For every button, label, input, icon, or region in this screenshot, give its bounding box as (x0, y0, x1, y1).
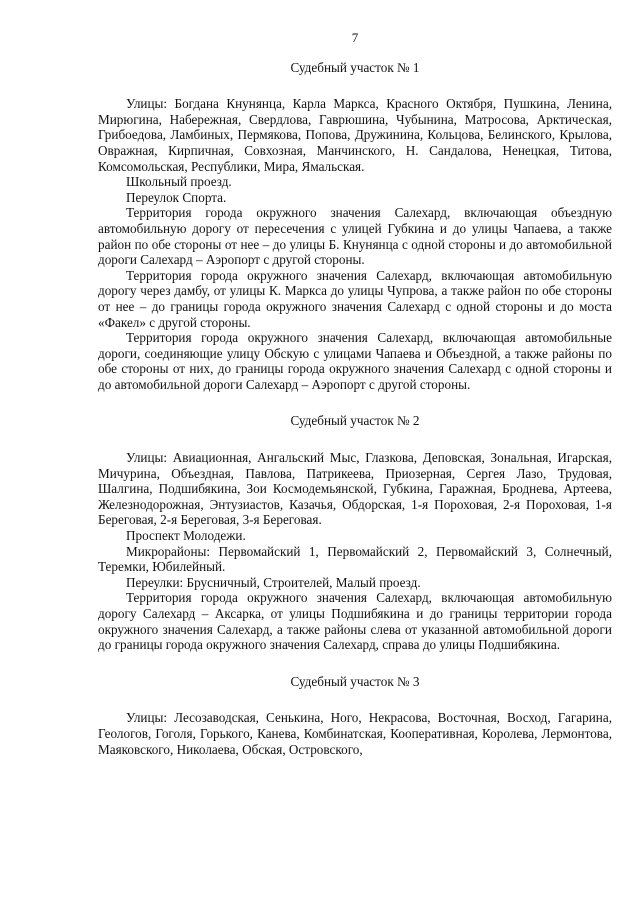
section-title-1: Судебный участок № 1 (290, 59, 420, 75)
section-2-paragraph: Улицы: Авиационная, Ангальский Мыс, Глазкова, Деповская, Зональная, Игарская, Мичурина, Объездная, Павлова, Патрикеева, Приозерная, Сергея Лазо, Трудовая, Шалгина, Подшибякина, Зои Космодемьянской, Губкина, Гаражная, Броднева, Артеева, Железнодорожная, Энтузиастов, Казачья, Обдорская, 1-я Пороховая, 2-я Пороховая, 1-я Береговая, 2-я Береговая, 3-я Береговая. (98, 450, 612, 528)
section-2-paragraph: Проспект Молодежи. (126, 528, 246, 544)
section-1-paragraph: Территория города окружного значения Салехард, включающая автомобильную дорогу через дамбу, от улицы К. Маркса до улицы Чупрова, а также район по обе стороны от нее – до границы города окружного значения Салехард с одной стороны и до моста «Факел» с другой стороны. (98, 267, 612, 330)
section-2-paragraph: Переулки: Брусничный, Строителей, Малый проезд. (126, 574, 421, 590)
section-2-paragraph: Микрорайоны: Первомайский 1, Первомайский 2, Первомайский 3, Солнечный, Теремки, Юбилейный. (98, 543, 612, 575)
section-3-paragraph: Улицы: Лесозаводская, Сенькина, Ного, Некрасова, Восточная, Восход, Гагарина, Геологов, Гоголя, Горького, Канева, Комбинатская, Кооперативная, Королева, Лермонтова, Маяковского, Николаева, Обская, Островского, (98, 710, 612, 757)
section-1-paragraph: Школьный проезд. (126, 174, 232, 190)
document-page (98, 30, 612, 757)
section-title-3: Судебный участок № 3 (290, 673, 420, 689)
section-1-paragraph: Переулок Спорта. (126, 189, 227, 205)
section-1-paragraph: Улицы: Богдана Кнунянца, Карла Маркса, Красного Октября, Пушкина, Ленина, Мирюгина, Набережная, Свердлова, Гаврюшина, Чубынина, Матросова, Арктическая, Грибоедова, Ламбиных, Пермякова, Попова, Дружинина, Кольцова, Белинского, Крылова, Овражная, Кирпичная, Совхозная, Манчинского, Н. Сандалова, Ненецкая, Титова, Комсомольская, Республики, Мира, Ямальская. (98, 96, 612, 174)
section-title-2: Судебный участок № 2 (290, 413, 420, 429)
section-1-paragraph: Территория города окружного значения Салехард, включающая автомобильные дороги, соединяющие улицу Обскую с улицами Чапаева и Объездной, а также районы по обе стороны от них, до границы города окружного значения Салехард с одной стороны и до автомобильной дороги Салехард – Аэропорт с другой стороны. (98, 330, 612, 392)
page-number: 7 (351, 30, 359, 45)
section-2-paragraph: Территория города окружного значения Салехард, включающая автомобильную дорогу Салехард – Аксарка, от улицы Подшибякина и до границы территории города окружного значения Салехард, а также районы слева от указанной автомобильной дороги до границы города окружного значения Салехард, справа до улицы Подшибякина. (98, 590, 612, 653)
section-1-paragraph: Территория города окружного значения Салехард, включающая объездную автомобильную дорогу от пересечения с улицей Губкина и до улицы Чапаева, а также район по обе стороны от нее – до улицы Б. Кнунянца с одной стороны и до автомобильной дороги Салехард – Аэропорт с другой стороны. (98, 205, 612, 268)
